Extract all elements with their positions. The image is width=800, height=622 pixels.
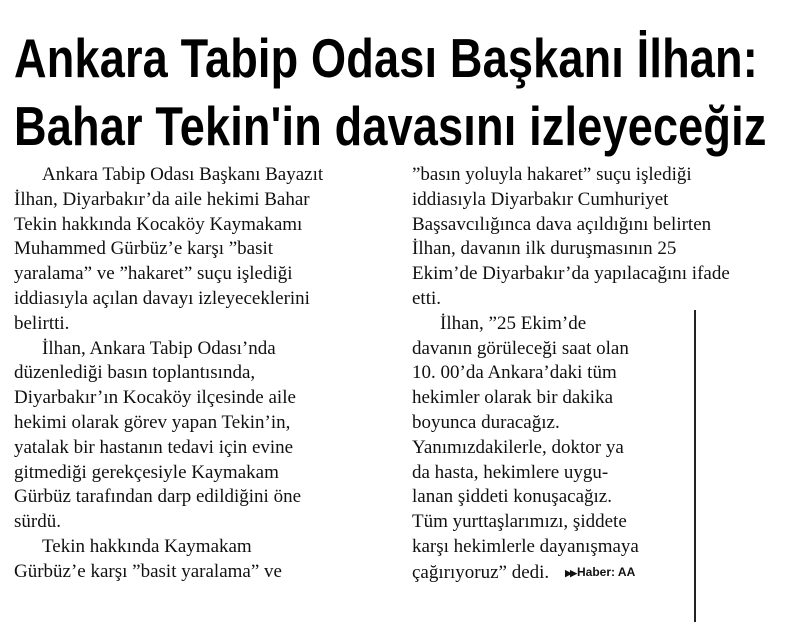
body-line: boyunca duracağız. (412, 411, 560, 433)
body-line: İlhan, ”25 Ekim’de (440, 312, 587, 334)
body-line: Muhammed Gürbüz’e karşı ”basit (14, 238, 274, 260)
body-line: lanan şiddeti konuşacağız. (412, 486, 612, 508)
right-column (412, 163, 730, 585)
body-line: iddiasıyla açılan davayı izleyeceklerini (14, 287, 310, 309)
body-line: İlhan, davanın ilk duruşmasının 25 (412, 238, 677, 260)
body-line: hekimler olarak bir dakika (412, 387, 614, 409)
body-line: iddiasıyla Diyarbakır Cumhuriyet (412, 188, 669, 210)
news-credit (565, 560, 635, 586)
headline (14, 24, 767, 160)
body-line: Yanımızdakilerle, doktor ya (412, 436, 624, 458)
column-divider-rule (694, 310, 696, 622)
body-line: davanın görüleceği saat olan (412, 337, 629, 359)
credit-text: Haber: AA (577, 564, 636, 579)
closing-text: çağırıyoruz” dedi. (412, 561, 550, 583)
body-line: İlhan, Diyarbakır’da aile hekimi Bahar (14, 188, 310, 210)
body-line: gitmediği gerekçesiyle Kaymakam (14, 461, 279, 483)
body-line: da hasta, hekimlere uygu- (412, 461, 609, 483)
body-line: düzenlediği basın toplantısında, (14, 362, 256, 384)
body-line: Tüm yurttaşlarımızı, şiddete (412, 511, 627, 533)
body-line: ”basın yoluyla hakaret” suçu işlediği (412, 164, 692, 185)
body-line: yatalak bir hastanın tedavi için evine (14, 436, 294, 458)
body-line: yaralama” ve ”hakaret” suçu işlediği (14, 263, 293, 285)
body-line: Gürbüz tarafından darp edildiğini öne (14, 486, 302, 508)
body-line: Ankara Tabip Odası Başkanı Bayazıt (42, 164, 324, 185)
body-line: 10. 00’da Ankara’daki tüm (412, 362, 617, 384)
left-column (14, 163, 386, 585)
body-line: Tekin hakkında Kaymakam (42, 535, 252, 557)
body-line: hekimi olarak görev yapan Tekin’in, (14, 411, 291, 433)
body-line: Ekim’de Diyarbakır’da yapılacağını ifade (412, 263, 730, 285)
headline-line-2: Bahar Tekin'in davasını izleyeceğiz (14, 95, 767, 157)
body-line: İlhan, Ankara Tabip Odası’nda (42, 337, 276, 359)
body-line: Diyarbakır’ın Kocaköy ilçesinde aile (14, 387, 296, 409)
body-line: sürdü. (14, 511, 61, 533)
body-line: Tekin hakkında Kocaköy Kaymakamı (14, 213, 303, 235)
body-line: belirtti. (14, 312, 70, 334)
body-line: Gürbüz’e karşı ”basit yaralama” ve (14, 560, 282, 582)
double-arrow-icon: ▶▶ (565, 567, 575, 578)
body-line-last (412, 560, 670, 585)
headline-line-1: Ankara Tabip Odası Başkanı İlhan: (14, 27, 758, 89)
body-line: karşı hekimlerle dayanışmaya (412, 535, 639, 557)
body-line: etti. (412, 287, 442, 309)
body-line: Başsavcılığınca dava açıldığını belirten (412, 213, 712, 235)
